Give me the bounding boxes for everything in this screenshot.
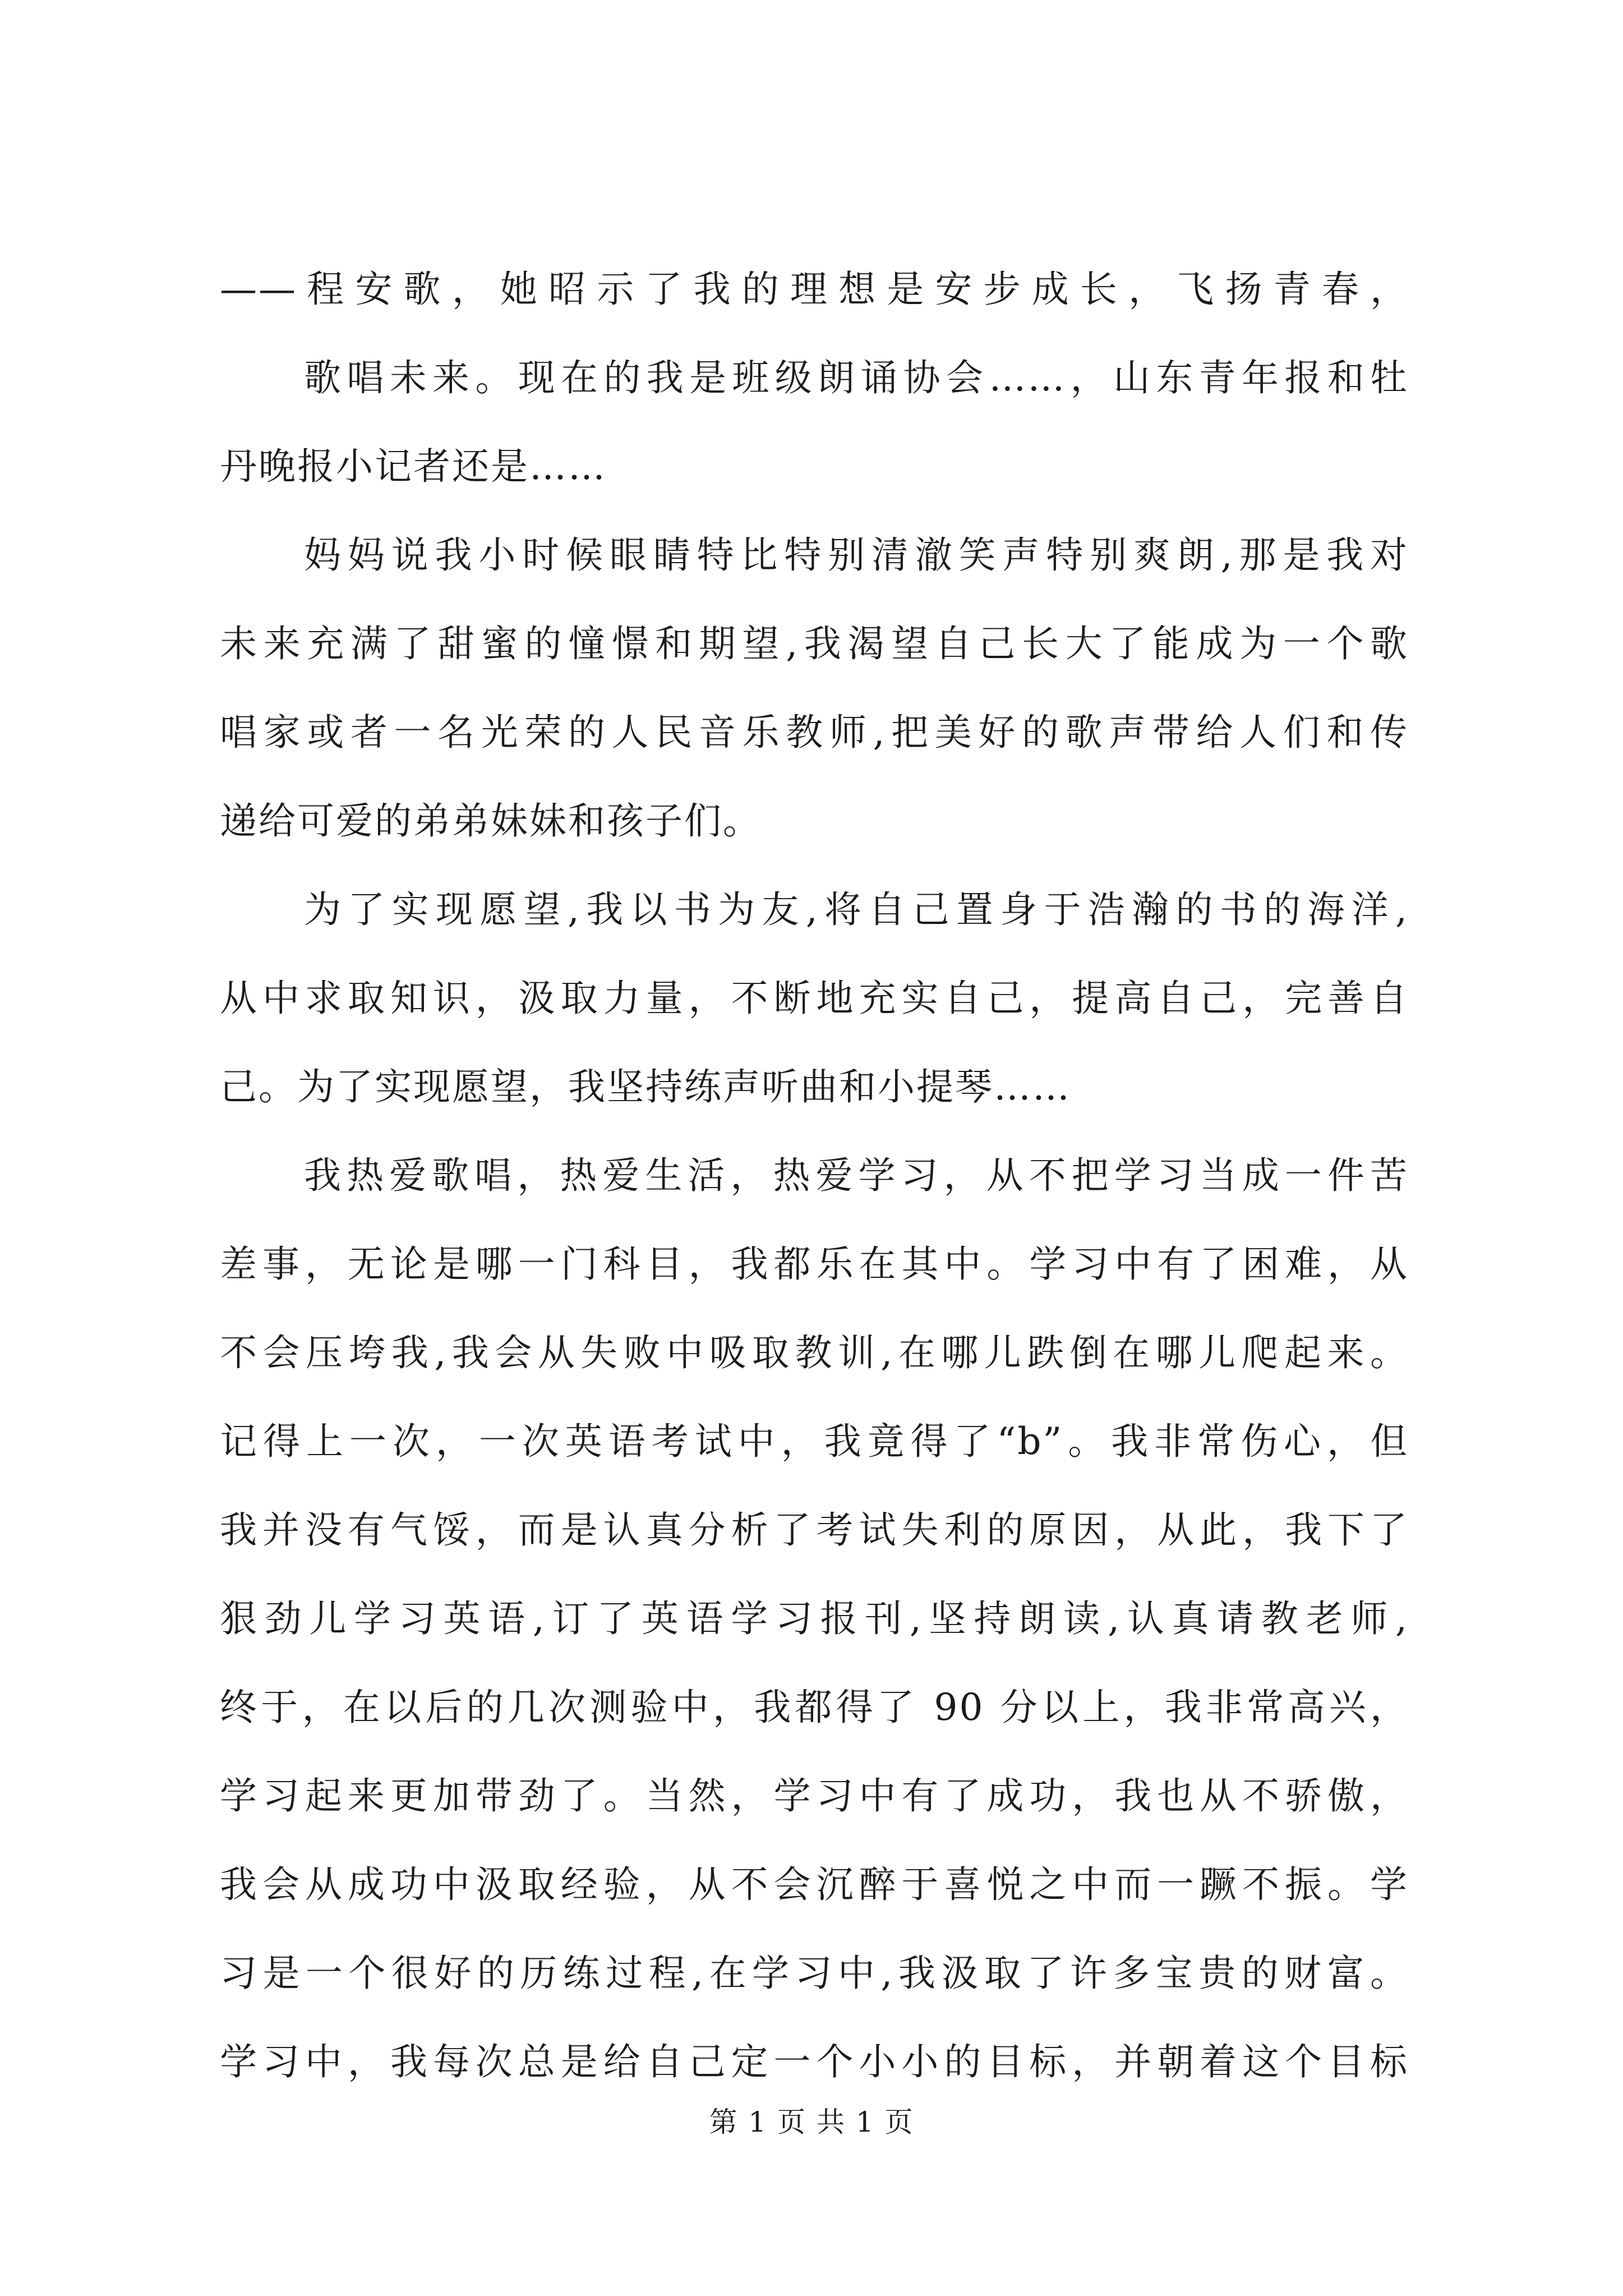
- text-line: 我热爱歌唱，热爱生活，热爱学习，从不把学习当成一件苦: [304, 1154, 1409, 1197]
- text-line: 我会从成功中汲取经验，从不会沉醉于喜悦之中而一蹶不振。学: [220, 1863, 1409, 1906]
- text-line: 唱家或者一名光荣的人民音乐教师,把美好的歌声带给人们和传: [220, 711, 1409, 754]
- text-line: 不会压垮我,我会从失败中吸取教训,在哪儿跌倒在哪儿爬起来。: [220, 1331, 1409, 1374]
- text-line: 妈妈说我小时候眼睛特比特别清澈笑声特别爽朗,那是我对: [304, 533, 1409, 577]
- text-line: 未来充满了甜蜜的憧憬和期望,我渴望自己长大了能成为一个歌: [220, 622, 1409, 665]
- text-line: 学习中，我每次总是给自己定一个小小的目标，并朝着这个目标: [220, 2040, 1409, 2083]
- text-line: 歌唱未来。现在的我是班级朗诵协会……，山东青年报和牡: [304, 356, 1409, 399]
- text-line: 递给可爱的弟弟妹妹和孩子们。: [220, 799, 762, 843]
- text-line: 差事，无论是哪一门科目，我都乐在其中。学习中有了困难，从: [220, 1243, 1409, 1286]
- text-line: 习是一个很好的历练过程,在学习中,我汲取了许多宝贵的财富。: [220, 1952, 1409, 1995]
- text-line: 为了实现愿望,我以书为友,将自己置身于浩瀚的书的海洋,: [304, 888, 1409, 931]
- text-line: 记得上一次，一次英语考试中，我竟得了“b”。我非常伤心，但: [220, 1420, 1409, 1463]
- text-line: 狠劲儿学习英语,订了英语学习报刊,坚持朗读,认真请教老师,: [220, 1597, 1409, 1640]
- text-line: 丹晚报小记者还是……: [220, 445, 607, 488]
- text-line: 从中求取知识，汲取力量，不断地充实自己，提高自己，完善自: [220, 977, 1409, 1020]
- text-line: 我并没有气馁，而是认真分析了考试失利的原因，从此，我下了: [220, 1508, 1409, 1552]
- text-line: 学习起来更加带劲了。当然，学习中有了成功，我也从不骄傲，: [220, 1774, 1409, 1818]
- text-line: 终于，在以后的几次测验中，我都得了 90 分以上，我非常高兴，: [220, 1686, 1409, 1729]
- text-line: 己。为了实现愿望，我坚持练声听曲和小提琴……: [220, 1065, 1071, 1108]
- page-footer: 第 1 页 共 1 页: [709, 2106, 914, 2138]
- text-line: ——程安歌，她昭示了我的理想是安步成长，飞扬青春，: [220, 268, 1409, 311]
